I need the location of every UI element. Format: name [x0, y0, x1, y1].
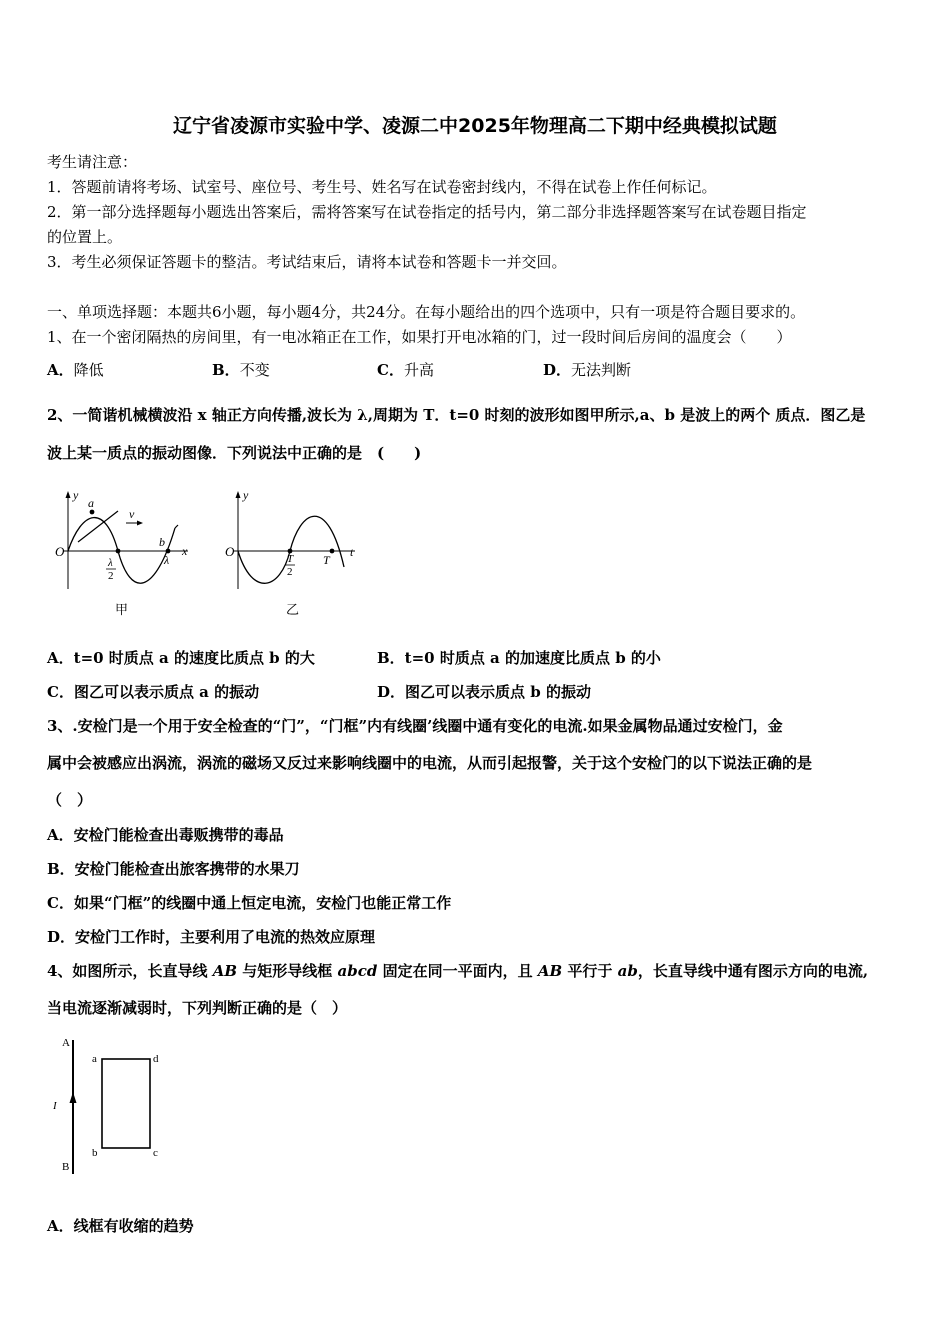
q2-stem-line2: 波上某一质点的振动图像．下列说法中正确的是 ( )	[47, 444, 422, 462]
q1-option-a	[47, 360, 104, 380]
jia-x-label: x	[182, 544, 188, 558]
wave-figure-jia	[50, 485, 200, 620]
q1-option-c	[377, 360, 434, 380]
section-heading: 一、单项选择题：本题共6小题，每小题4分，共24分。在每小题给出的四个选项中，只有一项是符合题目要求的。	[47, 303, 806, 321]
q1-option-c-key: C．	[377, 361, 404, 379]
q2-option-b: B．t=0 时质点 a 的加速度比质点 b 的小	[377, 649, 661, 667]
q3-option-c: C．如果“门框”的线圈中通上恒定电流，安检门也能正常工作	[47, 894, 452, 912]
notice-heading: 考生请注意：	[47, 153, 138, 171]
yi-half-period-num: T	[287, 553, 294, 565]
wire-end-a-label: A	[62, 1037, 70, 1049]
q4-stem-part2: 与矩形导线框	[242, 962, 333, 980]
yi-y-label: y	[243, 488, 249, 502]
q3-option-a: A．安检门能检查出毒贩携带的毒品	[47, 826, 284, 844]
q3-option-d: D．安检门工作时，主要利用了电流的热效应原理	[47, 928, 376, 946]
q4-option-a: A．线框有收缩的趋势	[47, 1217, 194, 1235]
jia-caption: 甲	[115, 602, 129, 617]
jia-point-a-label: a	[88, 496, 94, 510]
q2-option-d: D．图乙可以表示质点 b 的振动	[377, 683, 591, 701]
q4-stem-part5: ，长直导线中通有图示方向的电流,	[637, 962, 869, 980]
q1-option-d-key: D．	[543, 361, 572, 379]
jia-half-lambda-den: 2	[108, 570, 114, 582]
vibration-figure-yi	[222, 485, 372, 620]
jia-half-lambda-num: λ	[108, 557, 113, 569]
notice-item-3: 3．考生必须保证答题卡的整洁。考试结束后，请将本试卷和答题卡一并交回。	[47, 253, 567, 271]
yi-period-label: T	[323, 553, 330, 567]
q1-option-d	[543, 360, 631, 380]
q1-option-c-text: 升高	[403, 361, 434, 379]
q4-stem-part3: 固定在同一平面内，且	[382, 962, 533, 980]
q2-stem-line1: 2、一简谐机械横波沿 x 轴正方向传播,波长为 λ,周期为 T．t=0 时刻的波形如图甲所示,a、b 是波上的两个 质点．图乙是	[47, 406, 866, 424]
jia-lambda-label: λ	[164, 553, 170, 567]
q4-stem-abcd: abcd	[337, 962, 378, 980]
notice-item-1: 1．答题前请将考场、试室号、座位号、考生号、姓名写在试卷密封线内，不得在试卷上作任何标记。	[47, 178, 717, 196]
q3-stem-line3: （ ）	[47, 791, 93, 809]
q4-stem-part1: 4、如图所示，长直导线	[47, 962, 208, 980]
yi-caption: 乙	[286, 602, 300, 617]
q1-option-a-key: A．	[47, 361, 74, 379]
q1-option-b-key: B．	[212, 361, 240, 379]
wire-end-b-label: B	[62, 1161, 70, 1173]
q4-stem-ab: AB	[212, 962, 238, 980]
corner-c-label: c	[153, 1147, 158, 1159]
q2-option-c: C．图乙可以表示质点 a 的振动	[47, 683, 260, 701]
q4-stem-line1	[47, 961, 868, 981]
jia-point-b-label: b	[159, 535, 165, 549]
q4-stem-ab3: ab	[617, 962, 638, 980]
q1-option-a-text: 降低	[73, 361, 104, 379]
corner-a-label: a	[92, 1053, 97, 1065]
q1-option-b	[212, 360, 270, 380]
yi-origin-label: O	[225, 544, 235, 559]
q1-stem: 1、在一个密闭隔热的房间里，有一电冰箱正在工作，如果打开电冰箱的门，过一段时间后房间的温度会（ ）	[47, 328, 792, 346]
q4-stem-ab2: AB	[537, 962, 563, 980]
q4-stem-line2: 当电流逐渐减弱时，下列判断正确的是（ ）	[47, 999, 348, 1017]
q3-option-b: B．安检门能检查出旅客携带的水果刀	[47, 860, 300, 878]
current-label: I	[53, 1100, 57, 1112]
wire-loop-figure	[45, 1032, 175, 1182]
yi-t-label: t	[350, 545, 354, 559]
notice-item-2: 2．第一部分选择题每小题选出答案后，需将答案写在试卷指定的括号内，第二部分非选择题答案写在试卷题目指定	[47, 203, 807, 221]
page-title: 辽宁省凌源市实验中学、凌源二中2025年物理高二下期中经典模拟试题	[173, 115, 777, 137]
q1-option-b-text: 不变	[239, 361, 270, 379]
q2-option-a: A．t=0 时质点 a 的速度比质点 b 的大	[47, 649, 315, 667]
jia-origin-label: O	[55, 544, 65, 559]
yi-half-period-den: 2	[287, 566, 293, 578]
q1-option-d-text: 无法判断	[571, 361, 632, 379]
jia-velocity-label: v	[129, 507, 135, 521]
jia-y-label: y	[73, 488, 79, 502]
corner-b-label: b	[92, 1147, 98, 1159]
q4-stem-part4: 平行于	[567, 962, 613, 980]
q3-stem-line2: 属中会被感应出涡流，涡流的磁场又反过来影响线圈中的电流，从而引起报警，关于这个安检门的以下说法正确的是	[47, 754, 813, 772]
corner-d-label: d	[153, 1053, 159, 1065]
notice-item-2-cont: 的位置上。	[47, 228, 123, 246]
q3-stem-line1: 3、.安检门是一个用于安全检查的“门”，“门框”内有线圈’线圈中通有变化的电流.如果金属物品通过安检门，金	[47, 717, 783, 735]
